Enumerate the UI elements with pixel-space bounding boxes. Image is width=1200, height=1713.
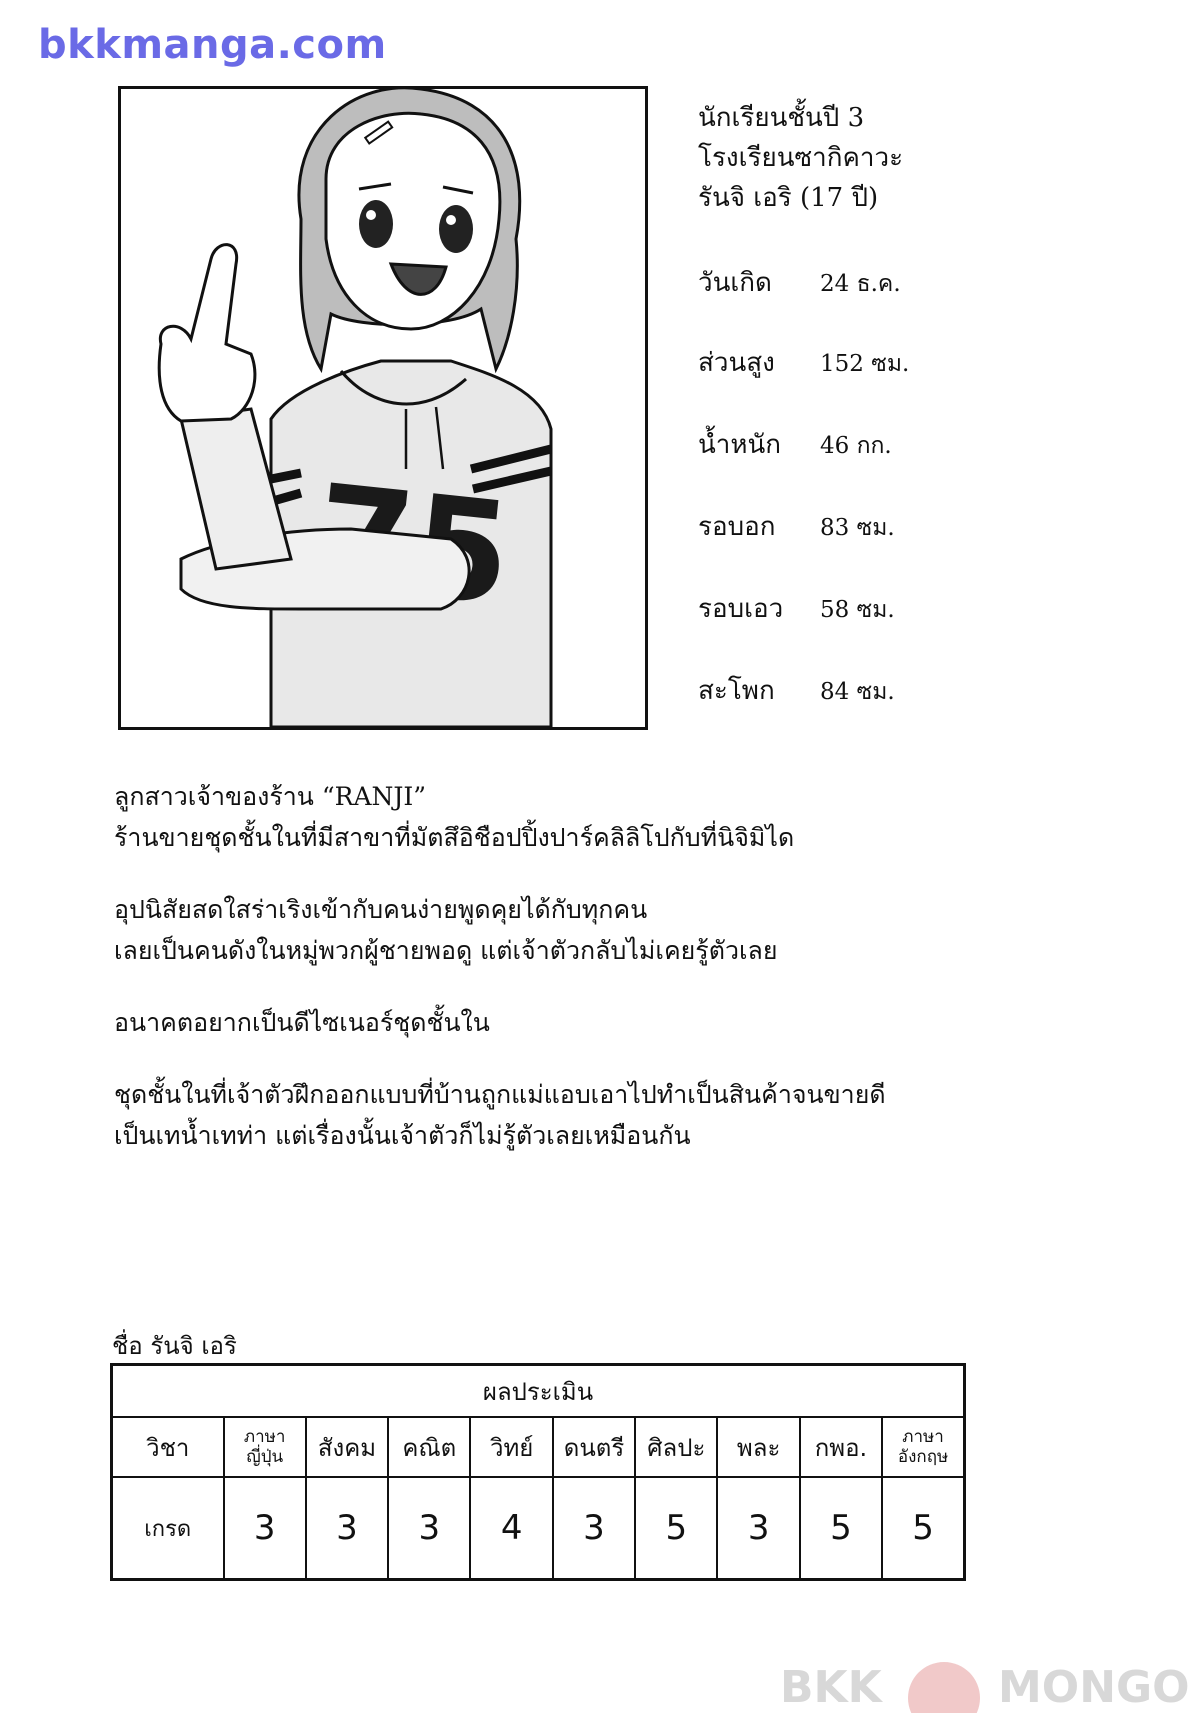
subject-math: คณิต bbox=[388, 1417, 470, 1477]
subject-row bbox=[112, 1417, 965, 1477]
subject-pe: พละ bbox=[717, 1417, 799, 1477]
grade-header: เกรด bbox=[112, 1477, 224, 1580]
biography bbox=[114, 776, 1114, 1187]
grade-row bbox=[112, 1477, 965, 1580]
subject-art: ศิลปะ bbox=[635, 1417, 717, 1477]
report-name-line: ชื่อ รันจิ เอริ bbox=[112, 1332, 237, 1360]
grade-value: 3 bbox=[224, 1477, 306, 1580]
character-illustration bbox=[118, 86, 648, 730]
logo-emblem-icon bbox=[908, 1662, 980, 1713]
stat-label: ส่วนสูง bbox=[698, 348, 775, 378]
site-watermark: bkkmanga.com bbox=[38, 22, 387, 68]
stat-label: วันเกิด bbox=[698, 268, 772, 298]
subject-japanese: ภาษา ญี่ปุ่น bbox=[224, 1417, 306, 1477]
stat-label: สะโพก bbox=[698, 676, 775, 706]
grade-value: 3 bbox=[388, 1477, 470, 1580]
grade-value: 4 bbox=[470, 1477, 552, 1580]
stat-label: น้ำหนัก bbox=[698, 430, 782, 460]
stat-value: 46 กก. bbox=[820, 433, 892, 459]
girl-drawing bbox=[121, 89, 645, 727]
stat-value: 24 ธ.ค. bbox=[820, 271, 901, 297]
bio-paragraph bbox=[114, 1074, 1114, 1156]
stat-value: 84 ซม. bbox=[820, 679, 895, 705]
bio-line: ลูกสาวเจ้าของร้าน “RANJI” bbox=[114, 782, 427, 811]
grade-report-table bbox=[110, 1363, 966, 1581]
bio-line: ร้านขายชุดชั้นในที่มีสาขาที่มัตสึอิชือปปิ้งปาร์คลิลิโปกับที่นิจิมิได bbox=[114, 823, 795, 852]
school-year: นักเรียนชั้นปี 3 bbox=[698, 103, 865, 133]
grade-value: 5 bbox=[635, 1477, 717, 1580]
stat-value: 152 ซม. bbox=[820, 351, 910, 377]
logo-text-left: BKK bbox=[780, 1662, 882, 1713]
grade-value: 3 bbox=[717, 1477, 799, 1580]
stat-label: รอบเอว bbox=[698, 594, 784, 624]
logo-text-right: MONGO bbox=[998, 1662, 1190, 1713]
bio-line: เป็นเทน้ำเทท่า แต่เรื่องนั้นเจ้าตัวก็ไม่รู้ตัวเลยเหมือนกัน bbox=[114, 1121, 691, 1150]
grade-value: 3 bbox=[306, 1477, 388, 1580]
bio-line: อนาคตอยากเป็นดีไซเนอร์ชุดชั้นใน bbox=[114, 1008, 490, 1037]
subject-header: วิชา bbox=[112, 1417, 224, 1477]
character-name-age: รันจิ เอริ (17 ปี) bbox=[698, 183, 879, 213]
subject-science: วิทย์ bbox=[470, 1417, 552, 1477]
school-name: โรงเรียนซากิคาวะ bbox=[698, 143, 904, 173]
bio-paragraph bbox=[114, 889, 1114, 971]
bio-paragraph bbox=[114, 1002, 1114, 1043]
report-title: ผลประเมิน bbox=[112, 1365, 965, 1418]
bio-line: เลยเป็นคนดังในหมู่พวกผู้ชายพอดู แต่เจ้าตัวกลับไม่เคยรู้ตัวเลย bbox=[114, 936, 778, 965]
bio-line: ชุดชั้นในที่เจ้าตัวฝึกออกแบบที่บ้านถูกแม่แอบเอาไปทำเป็นสินค้าจนขายดี bbox=[114, 1080, 886, 1109]
grade-value: 3 bbox=[553, 1477, 635, 1580]
bio-line: อุปนิสัยสดใสร่าเริงเข้ากับคนง่ายพูดคุยได้กับทุกคน bbox=[114, 895, 648, 924]
subject-home-ec: กพอ. bbox=[800, 1417, 882, 1477]
site-logo bbox=[780, 1660, 1200, 1713]
profile-header bbox=[698, 98, 903, 218]
stat-value: 58 ซม. bbox=[820, 597, 895, 623]
grade-value: 5 bbox=[882, 1477, 964, 1580]
stat-label: รอบอก bbox=[698, 512, 776, 542]
subject-social: สังคม bbox=[306, 1417, 388, 1477]
grade-value: 5 bbox=[800, 1477, 882, 1580]
stat-value: 83 ซม. bbox=[820, 515, 895, 541]
subject-english: ภาษา อังกฤษ bbox=[882, 1417, 964, 1477]
bio-paragraph bbox=[114, 776, 1114, 858]
subject-music: ดนตรี bbox=[553, 1417, 635, 1477]
